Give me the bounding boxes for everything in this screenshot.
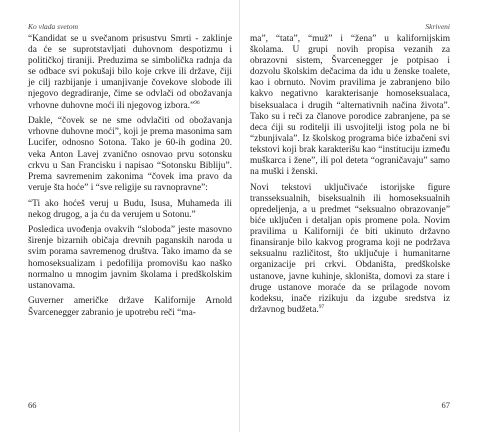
- page-body: [28, 34, 232, 319]
- running-header: Skriveni: [425, 22, 450, 31]
- footnote-mark: 97: [318, 303, 325, 310]
- footnote-mark: 96: [194, 99, 200, 106]
- right-page: [240, 0, 480, 432]
- paragraph-text: Novi tekstovi uključivaće istorijske figure transseksualnih, biseksualnih ili homoseksualnih opredeljenja, a u predmet “seksualno obrazovanje” biće uključen i detaljan opis promene pola. Novim pravilima u Kaliforniji će biti ukinuto državno finansiranje bilo kakvog programa koji ne podržava seksualnu različitost, što uključuje i humanitarne organizacije pri crkvi. Obdaništa, predškolske ustanove, javne kuhinje, skloništa, domovi za stare i druge ustanove moraće da se prilagode novom kodeksu, inače rizikuju da izgube sredstva iz državnog budžeta.: [250, 182, 450, 315]
- paragraph: Dakle, “čovek se ne sme odvlačiti od obožavanja vrhovne duhovne moći”, koji je prema masonima sam Lucifer, odnosno Sotona. Tako je 60-ih godina 20. veka Anton Lavej zvanično osnovao prvu sotonsku crkvu u San Francisku i napisao “Sotonsku Bibliju”. Prema savremenim zakonima “čovek ima pravo da veruje šta hoće” i “sve religije su ravnopravne”:: [28, 116, 232, 193]
- paragraph: “Ti ako hoćeš veruj u Budu, Isusa, Muhameda ili nekog drugog, a ja ću da verujem u Sotonu.”: [28, 198, 232, 220]
- paragraph: Guverner američke države Kalifornije Arnold Švarcenegger zabranio je upotrebu reči “ma-: [28, 296, 232, 318]
- paragraph: Posledica uvođenja ovakvih “sloboda” jeste masovno širenje bizarnih običaja drevnih paganskih naroda u svim porama savremenog društva. Tako imamo da se homoseksualizam i pedofilija promovišu kao naško normalno u mnogim javnim školama i predškolskim ustanovama.: [28, 225, 232, 291]
- paragraph: ma”, “tata”, “muž” i “žena” u kalifornijskim školama. U grupi novih propisa vezanih za obrazovni sistem, Švarcenegger je potpisao i dozvolu školskim dečacima da idu u ženske toalete, kao i obrnuto. Novim pravilima je zabranjeno bilo kakvo negativno karakterisanje homoseksualaca, biseksualaca i drugih “alternativnih načina života”. Tako su i reči za članove porodice zabranjene, pa se deca ćiji su roditelji ili usvojitelji istog pola ne bi “zbunjivala”. Iz školskog programa biće izbačeni svi tekstovi koji brak karakterišu kao “instituciju između muškarca i žene”, ili pol deteta “ograničavaju” samo na muški i ženski.: [250, 34, 450, 178]
- paragraph: [28, 34, 232, 112]
- paragraph-text: “Kandidat se u svečanom prisustvu Smrti - zaklinje da će se suprotstavljati duhovnom despotizmu i političkoj tiraniji. Preduzima se simbolička radnja da se odbace svi pokušaji bilo koje crkve ili države, čiji je cilj razbijanje i umanjivanje čovekove slobode ili njegovo degradiranje, čime se odvlači od obožavanja vrhovne duhovne moći ili njegovog izbora.”: [28, 34, 232, 111]
- page-body: [250, 34, 450, 316]
- running-header: Ko vlada svetom: [28, 22, 78, 31]
- page-number: 67: [441, 400, 450, 410]
- paragraph: [250, 183, 450, 316]
- page-number: 66: [28, 400, 37, 410]
